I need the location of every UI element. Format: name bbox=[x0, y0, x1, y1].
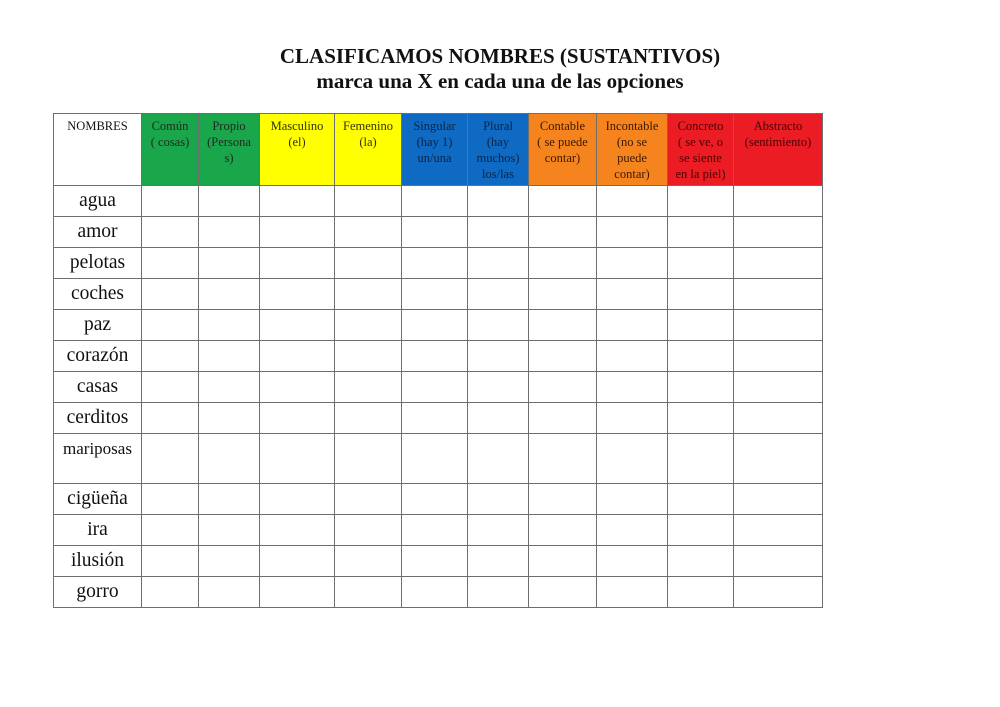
answer-cell[interactable] bbox=[734, 279, 823, 310]
header-line: contar) bbox=[614, 167, 650, 181]
answer-cell[interactable] bbox=[335, 484, 402, 515]
answer-cell[interactable] bbox=[260, 186, 335, 217]
answer-cell[interactable] bbox=[402, 372, 468, 403]
answer-cell[interactable] bbox=[529, 372, 597, 403]
header-line: (hay bbox=[486, 135, 510, 149]
answer-cell[interactable] bbox=[734, 217, 823, 248]
table-row bbox=[54, 372, 823, 403]
noun-cell: casas bbox=[54, 372, 142, 403]
answer-cell[interactable] bbox=[668, 403, 734, 434]
answer-cell[interactable] bbox=[597, 546, 668, 577]
answer-cell[interactable] bbox=[199, 186, 260, 217]
answer-cell[interactable] bbox=[142, 248, 199, 279]
answer-cell[interactable] bbox=[335, 279, 402, 310]
table-row bbox=[54, 577, 823, 608]
table-row bbox=[54, 546, 823, 577]
table-row bbox=[54, 186, 823, 217]
header-line: ( cosas) bbox=[150, 135, 190, 149]
answer-cell[interactable] bbox=[402, 248, 468, 279]
header-line: (la) bbox=[359, 135, 377, 149]
answer-cell[interactable] bbox=[734, 484, 823, 515]
header-line: (sentimiento) bbox=[744, 135, 812, 149]
header-incontable bbox=[597, 114, 668, 186]
answer-cell[interactable] bbox=[335, 372, 402, 403]
answer-cell[interactable] bbox=[468, 310, 529, 341]
answer-cell[interactable] bbox=[142, 403, 199, 434]
answer-cell[interactable] bbox=[199, 217, 260, 248]
table-row bbox=[54, 403, 823, 434]
header-line: Femenino bbox=[343, 119, 393, 133]
answer-cell[interactable] bbox=[668, 341, 734, 372]
noun-cell: mariposas bbox=[54, 434, 142, 484]
answer-cell[interactable] bbox=[142, 372, 199, 403]
table-row bbox=[54, 484, 823, 515]
header-comun bbox=[142, 114, 199, 186]
header-line: contar) bbox=[544, 151, 581, 165]
answer-cell[interactable] bbox=[597, 403, 668, 434]
answer-cell[interactable] bbox=[668, 310, 734, 341]
answer-cell[interactable] bbox=[734, 577, 823, 608]
answer-cell[interactable] bbox=[199, 515, 260, 546]
header-femenino bbox=[335, 114, 402, 186]
answer-cell[interactable] bbox=[529, 403, 597, 434]
answer-cell[interactable] bbox=[468, 484, 529, 515]
answer-cell[interactable] bbox=[529, 484, 597, 515]
answer-cell[interactable] bbox=[199, 403, 260, 434]
answer-cell[interactable] bbox=[529, 186, 597, 217]
answer-cell[interactable] bbox=[529, 217, 597, 248]
noun-cell: gorro bbox=[54, 577, 142, 608]
header-line: se siente bbox=[679, 151, 722, 165]
answer-cell[interactable] bbox=[142, 310, 199, 341]
answer-cell[interactable] bbox=[199, 310, 260, 341]
answer-cell[interactable] bbox=[335, 186, 402, 217]
answer-cell[interactable] bbox=[734, 341, 823, 372]
answer-cell[interactable] bbox=[468, 341, 529, 372]
answer-cell[interactable] bbox=[402, 515, 468, 546]
answer-cell[interactable] bbox=[734, 186, 823, 217]
table-row bbox=[54, 217, 823, 248]
table-row bbox=[54, 248, 823, 279]
header-line: Contable bbox=[539, 119, 586, 133]
classification-table bbox=[53, 113, 823, 608]
answer-cell[interactable] bbox=[597, 434, 668, 484]
answer-cell[interactable] bbox=[468, 434, 529, 484]
answer-cell[interactable] bbox=[734, 434, 823, 484]
table-row bbox=[54, 434, 823, 484]
header-line: Singular bbox=[413, 119, 456, 133]
answer-cell[interactable] bbox=[142, 577, 199, 608]
answer-cell[interactable] bbox=[260, 372, 335, 403]
answer-cell[interactable] bbox=[529, 515, 597, 546]
answer-cell[interactable] bbox=[597, 248, 668, 279]
header-propio bbox=[199, 114, 260, 186]
answer-cell[interactable] bbox=[734, 546, 823, 577]
answer-cell[interactable] bbox=[199, 279, 260, 310]
worksheet-title bbox=[0, 44, 1000, 94]
header-row bbox=[54, 114, 823, 186]
answer-cell[interactable] bbox=[402, 434, 468, 484]
answer-cell[interactable] bbox=[529, 434, 597, 484]
answer-cell[interactable] bbox=[335, 434, 402, 484]
answer-cell[interactable] bbox=[260, 279, 335, 310]
answer-cell[interactable] bbox=[402, 186, 468, 217]
header-line: Masculino bbox=[270, 119, 324, 133]
answer-cell[interactable] bbox=[668, 372, 734, 403]
answer-cell[interactable] bbox=[468, 403, 529, 434]
answer-cell[interactable] bbox=[468, 217, 529, 248]
answer-cell[interactable] bbox=[402, 217, 468, 248]
answer-cell[interactable] bbox=[468, 515, 529, 546]
header-line: Propio bbox=[212, 119, 246, 133]
answer-cell[interactable] bbox=[668, 546, 734, 577]
header-abstracto bbox=[734, 114, 823, 186]
answer-cell[interactable] bbox=[734, 310, 823, 341]
answer-cell[interactable] bbox=[199, 341, 260, 372]
noun-cell: coches bbox=[54, 279, 142, 310]
header-line: Incontable bbox=[605, 119, 659, 133]
title-line-2: marca una X en cada una de las opciones bbox=[316, 69, 684, 93]
answer-cell[interactable] bbox=[260, 217, 335, 248]
answer-cell[interactable] bbox=[529, 310, 597, 341]
noun-cell: pelotas bbox=[54, 248, 142, 279]
answer-cell[interactable] bbox=[260, 484, 335, 515]
answer-cell[interactable] bbox=[142, 341, 199, 372]
answer-cell[interactable] bbox=[668, 484, 734, 515]
answer-cell[interactable] bbox=[260, 515, 335, 546]
answer-cell[interactable] bbox=[260, 434, 335, 484]
header-plural bbox=[468, 114, 529, 186]
table-row bbox=[54, 310, 823, 341]
answer-cell[interactable] bbox=[529, 341, 597, 372]
answer-cell[interactable] bbox=[597, 186, 668, 217]
answer-cell[interactable] bbox=[402, 484, 468, 515]
header-line: Común bbox=[151, 119, 189, 133]
answer-cell[interactable] bbox=[260, 546, 335, 577]
answer-cell[interactable] bbox=[668, 186, 734, 217]
header-line: ( se ve, o bbox=[677, 135, 724, 149]
answer-cell[interactable] bbox=[335, 515, 402, 546]
header-concreto bbox=[668, 114, 734, 186]
title-line-1: CLASIFICAMOS NOMBRES (SUSTANTIVOS) bbox=[279, 44, 721, 68]
answer-cell[interactable] bbox=[260, 403, 335, 434]
answer-cell[interactable] bbox=[668, 279, 734, 310]
answer-cell[interactable] bbox=[668, 248, 734, 279]
answer-cell[interactable] bbox=[734, 372, 823, 403]
answer-cell[interactable] bbox=[597, 310, 668, 341]
answer-cell[interactable] bbox=[199, 248, 260, 279]
table-body bbox=[54, 186, 823, 608]
noun-cell: cigüeña bbox=[54, 484, 142, 515]
answer-cell[interactable] bbox=[199, 484, 260, 515]
answer-cell[interactable] bbox=[142, 484, 199, 515]
answer-cell[interactable] bbox=[468, 279, 529, 310]
answer-cell[interactable] bbox=[402, 341, 468, 372]
answer-cell[interactable] bbox=[335, 310, 402, 341]
answer-cell[interactable] bbox=[402, 546, 468, 577]
header-line: los/las bbox=[482, 167, 514, 181]
answer-cell[interactable] bbox=[260, 341, 335, 372]
answer-cell[interactable] bbox=[529, 248, 597, 279]
answer-cell[interactable] bbox=[402, 403, 468, 434]
answer-cell[interactable] bbox=[597, 577, 668, 608]
header-nombres: NOMBRES bbox=[54, 114, 142, 186]
answer-cell[interactable] bbox=[597, 484, 668, 515]
answer-cell[interactable] bbox=[529, 279, 597, 310]
header-contable bbox=[529, 114, 597, 186]
answer-cell[interactable] bbox=[142, 434, 199, 484]
header-line: muchos) bbox=[476, 151, 520, 165]
answer-cell[interactable] bbox=[668, 217, 734, 248]
answer-cell[interactable] bbox=[402, 279, 468, 310]
answer-cell[interactable] bbox=[597, 341, 668, 372]
answer-cell[interactable] bbox=[468, 248, 529, 279]
answer-cell[interactable] bbox=[335, 217, 402, 248]
header-line: s) bbox=[224, 151, 234, 165]
answer-cell[interactable] bbox=[402, 310, 468, 341]
header-line: (no se bbox=[616, 135, 648, 149]
header-singular bbox=[402, 114, 468, 186]
header-masculino bbox=[260, 114, 335, 186]
answer-cell[interactable] bbox=[668, 434, 734, 484]
answer-cell[interactable] bbox=[597, 217, 668, 248]
answer-cell[interactable] bbox=[260, 248, 335, 279]
noun-cell: amor bbox=[54, 217, 142, 248]
header-line: en la piel) bbox=[675, 167, 726, 181]
answer-cell[interactable] bbox=[260, 310, 335, 341]
answer-cell[interactable] bbox=[668, 577, 734, 608]
header-line: un/una bbox=[417, 151, 452, 165]
answer-cell[interactable] bbox=[468, 372, 529, 403]
answer-cell[interactable] bbox=[142, 515, 199, 546]
header-line: Concreto bbox=[677, 119, 724, 133]
table-row bbox=[54, 515, 823, 546]
noun-cell: agua bbox=[54, 186, 142, 217]
answer-cell[interactable] bbox=[142, 279, 199, 310]
header-line: (hay 1) bbox=[416, 135, 453, 149]
answer-cell[interactable] bbox=[468, 546, 529, 577]
answer-cell[interactable] bbox=[529, 577, 597, 608]
answer-cell[interactable] bbox=[597, 372, 668, 403]
answer-cell[interactable] bbox=[597, 515, 668, 546]
answer-cell[interactable] bbox=[668, 515, 734, 546]
answer-cell[interactable] bbox=[335, 546, 402, 577]
noun-cell: corazón bbox=[54, 341, 142, 372]
answer-cell[interactable] bbox=[335, 403, 402, 434]
answer-cell[interactable] bbox=[142, 546, 199, 577]
noun-cell: ira bbox=[54, 515, 142, 546]
answer-cell[interactable] bbox=[335, 248, 402, 279]
answer-cell[interactable] bbox=[402, 577, 468, 608]
table-row bbox=[54, 279, 823, 310]
header-line: (el) bbox=[288, 135, 306, 149]
header-line: (Persona bbox=[207, 135, 251, 149]
answer-cell[interactable] bbox=[199, 546, 260, 577]
noun-cell: cerditos bbox=[54, 403, 142, 434]
answer-cell[interactable] bbox=[199, 434, 260, 484]
answer-cell[interactable] bbox=[468, 577, 529, 608]
answer-cell[interactable] bbox=[199, 577, 260, 608]
header-line: puede bbox=[617, 151, 647, 165]
header-line: Plural bbox=[483, 119, 513, 133]
answer-cell[interactable] bbox=[734, 403, 823, 434]
table-row bbox=[54, 341, 823, 372]
answer-cell[interactable] bbox=[468, 186, 529, 217]
answer-cell[interactable] bbox=[260, 577, 335, 608]
answer-cell[interactable] bbox=[142, 186, 199, 217]
answer-cell[interactable] bbox=[734, 515, 823, 546]
answer-cell[interactable] bbox=[335, 577, 402, 608]
answer-cell[interactable] bbox=[199, 372, 260, 403]
answer-cell[interactable] bbox=[734, 248, 823, 279]
header-line: Abstracto bbox=[753, 119, 803, 133]
header-line: ( se puede bbox=[537, 135, 588, 149]
answer-cell[interactable] bbox=[529, 546, 597, 577]
answer-cell[interactable] bbox=[142, 217, 199, 248]
noun-cell: paz bbox=[54, 310, 142, 341]
answer-cell[interactable] bbox=[335, 341, 402, 372]
noun-cell: ilusión bbox=[54, 546, 142, 577]
answer-cell[interactable] bbox=[597, 279, 668, 310]
